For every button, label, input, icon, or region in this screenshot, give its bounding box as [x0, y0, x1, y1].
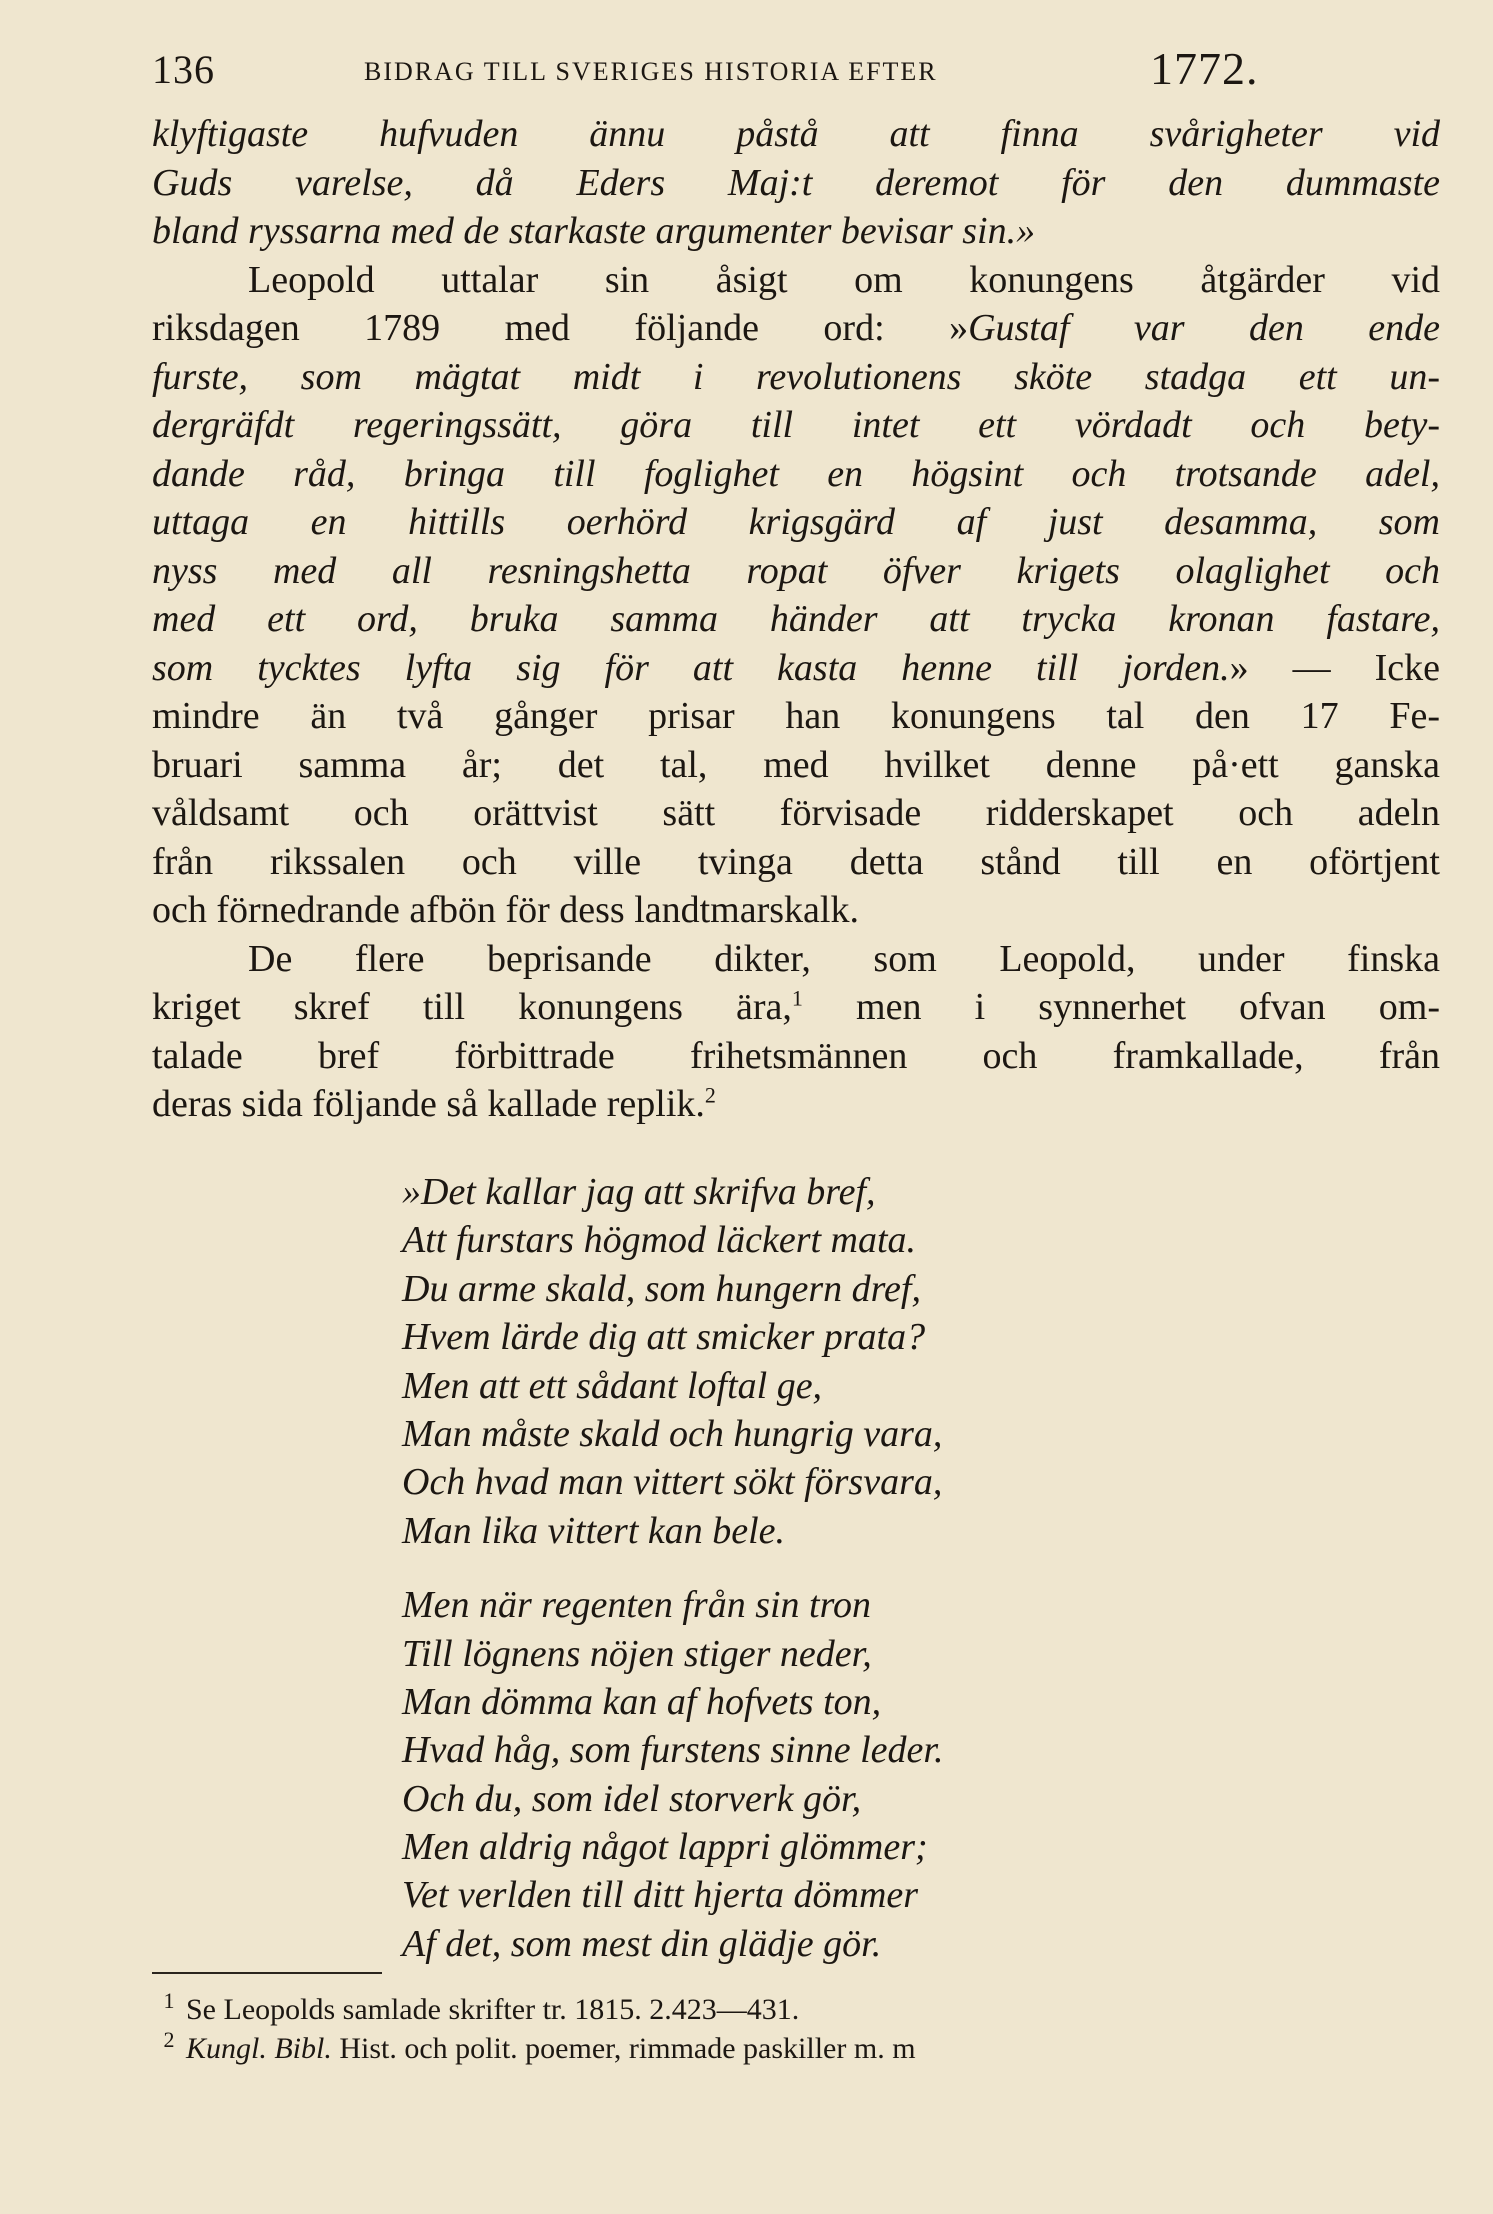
- text-line: Leopold uttalar sin åsigt om konungens åtgärder vid: [248, 258, 1440, 301]
- text-line: kriget skref till konungens ära,$^1$ men i synnerhet ofvan om-: [152, 985, 1441, 1028]
- text-line: våldsamt och orättvist sätt förvisade ridderskapet och adeln: [152, 792, 1440, 834]
- running-title: BIDRAG TILL SVERIGES HISTORIA EFTER: [364, 57, 938, 86]
- stanza-break: [402, 1555, 943, 1581]
- text-line: från rikssalen och ville tvinga detta stånd till en oförtjent: [152, 840, 1440, 883]
- page-number: 136: [152, 47, 215, 92]
- footnote-ref: 1: [791, 985, 803, 1011]
- header-year: 1772.: [1150, 43, 1259, 94]
- text-line: med ett ord, bruka samma händer att trycka kronan fastare,: [152, 598, 1440, 640]
- text-line: dergräfdt regeringssätt, göra till intet ett vördadt och bety-: [152, 404, 1440, 446]
- poem-line: Du arme skald, som hungern dref,: [402, 1267, 921, 1310]
- text-line: De flere beprisande dikter, som Leopold, under finska: [248, 937, 1440, 980]
- text-line: klyftigaste hufvuden ännu påstå att finna svårigheter vid: [152, 113, 1440, 155]
- text-line: deras sida följande så kallade replik.$^2$: [152, 1082, 716, 1125]
- poem-line: Men när regenten från sin tron: [402, 1584, 871, 1627]
- text-line: som tycktes lyfta sig för att kasta henne till jorden.» — Icke: [152, 646, 1440, 689]
- text-line: furste, som mägtat midt i revolutionens sköte stadga ett un-: [152, 355, 1440, 398]
- poem-line: Man måste skald och hungrig vara,: [402, 1412, 943, 1455]
- text-line: dande råd, bringa till foglighet en högsint och trotsande adel,: [152, 452, 1440, 495]
- body-text: [152, 110, 1440, 1129]
- footnote: 2 Kungl. Bibl. Hist. och polit. poemer, rimmade paskiller m. m: [163, 2027, 916, 2065]
- text-line: talade bref förbittrade frihetsmännen och framkallade, från: [152, 1034, 1440, 1077]
- poem-line: Man dömma kan af hofvets ton,: [402, 1680, 882, 1723]
- poem-line: Och du, som idel storverk gör,: [402, 1777, 862, 1820]
- page-header: [152, 43, 1259, 96]
- text-line: bland ryssarna med de starkaste argumenter bevisar sin.»: [152, 210, 1036, 252]
- poem-line: Men aldrig något lappri glömmer;: [402, 1826, 928, 1869]
- footnote-rule: [152, 1972, 382, 1974]
- footnotes: [152, 1990, 1442, 2068]
- poem-line: Att furstars högmod läckert mata.: [402, 1219, 917, 1262]
- poem-line: Och hvad man vittert sökt försvara,: [402, 1461, 943, 1504]
- poem-line: Hvad håg, som furstens sinne leder.: [402, 1729, 944, 1772]
- poem-line: Man lika vittert kan bele.: [402, 1509, 786, 1552]
- poem-line: Hvem lärde dig att smicker prata?: [402, 1316, 926, 1359]
- poem-line: Men att ett sådant loftal ge,: [402, 1364, 823, 1407]
- poem-line: Till lögnens nöjen stiger neder,: [402, 1632, 872, 1675]
- text-line: Guds varelse, då Eders Maj:t deremot för den dummaste: [152, 161, 1440, 204]
- text-line: och förnedrande afbön för dess landtmarskalk.: [152, 889, 859, 931]
- text-line: nyss med all resningshetta ropat öfver krigets olaglighet och: [152, 549, 1440, 592]
- text-line: mindre än två gånger prisar han konungens tal den 17 Fe-: [152, 695, 1440, 737]
- footnote: 1 Se Leopolds samlade skrifter tr. 1815. 2.423—431.: [163, 1988, 800, 2026]
- poem: [402, 1168, 943, 1968]
- poem-line: Af det, som mest din glädje gör.: [402, 1922, 882, 1965]
- poem-line: Vet verlden till ditt hjerta dömmer: [402, 1874, 919, 1917]
- footnote-ref: 2: [704, 1082, 716, 1108]
- text-line: uttaga en hittills oerhörd krigsgärd af just desamma, som: [152, 501, 1440, 543]
- text-line: bruari samma år; det tal, med hvilket denne på·ett ganska: [152, 743, 1440, 786]
- poem-line: »Det kallar jag att skrifva bref,: [402, 1171, 876, 1213]
- text-line: riksdagen 1789 med följande ord: »Gustaf var den ende: [152, 307, 1440, 349]
